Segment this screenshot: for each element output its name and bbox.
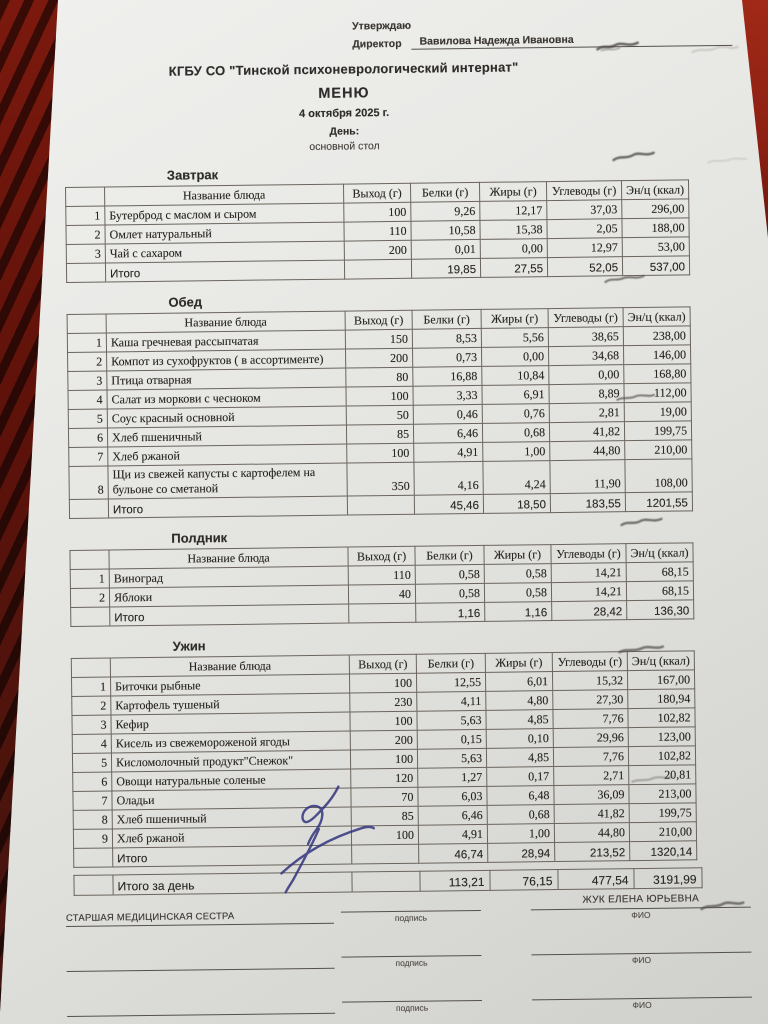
dish-name: Бутерброд с маслом и сыром xyxy=(105,203,344,225)
dish-name: Виноград xyxy=(109,566,348,588)
dish-name: Биточки рыбные xyxy=(111,674,350,696)
dish-value: 110 xyxy=(348,565,415,585)
dish-value: 68,15 xyxy=(626,562,693,582)
total-cell: 28,42 xyxy=(552,601,627,621)
fio-caption: ФИО xyxy=(631,954,652,966)
dish-value: 44,80 xyxy=(554,823,629,843)
dish-name: Хлеб ржаной xyxy=(112,826,351,848)
column-header: Название блюда xyxy=(110,655,349,677)
dish-value: 1 xyxy=(66,206,105,225)
signature-line xyxy=(67,967,335,972)
dish-value: 9 xyxy=(73,829,112,848)
column-header xyxy=(71,658,110,677)
footer-right-column xyxy=(532,985,752,1012)
fio-caption: ФИО xyxy=(632,999,652,1011)
dish-value: 16,88 xyxy=(413,366,482,386)
dish-name: Кефир xyxy=(111,712,350,734)
column-header: Выход (г) xyxy=(344,183,411,203)
dish-value: 120 xyxy=(351,768,418,788)
column-header: Эн/ц (ккал) xyxy=(626,543,693,563)
dish-value: 4,80 xyxy=(486,691,553,711)
total-cell xyxy=(71,607,110,626)
dish-value: 85 xyxy=(346,424,413,444)
dish-value: 11,90 xyxy=(550,460,625,494)
total-cell: Итого xyxy=(113,845,352,867)
column-header: Эн/ц (ккал) xyxy=(627,651,694,671)
day-total-cell: Итого за день xyxy=(113,872,352,895)
dish-value: 0,00 xyxy=(482,347,549,367)
dish-value: 110 xyxy=(344,221,411,241)
dish-name: Салат из моркови с чесноком xyxy=(107,387,346,409)
dish-value: 0,58 xyxy=(415,583,484,603)
menu-section xyxy=(66,289,689,519)
signature-caption: подпись xyxy=(394,912,428,924)
total-cell xyxy=(347,495,414,515)
dish-value: 150 xyxy=(345,329,412,349)
dish-value: 146,00 xyxy=(623,345,690,365)
column-header: Жиры (г) xyxy=(481,309,548,329)
footer-middle-column xyxy=(342,988,482,1014)
column-header: Жиры (г) xyxy=(484,545,551,565)
organization-title: КГБУ СО "Тинской психоневрологический интернат" xyxy=(168,59,519,79)
menu-section xyxy=(65,162,686,283)
column-header: Белки (г) xyxy=(412,309,481,329)
column-header: Выход (г) xyxy=(348,546,415,566)
total-cell: 1,16 xyxy=(416,602,485,622)
dish-value: 10,84 xyxy=(482,366,549,386)
dish-value: 6 xyxy=(68,428,107,447)
dish-value: 1,27 xyxy=(418,767,487,787)
dish-value: 200 xyxy=(344,240,411,260)
menu-section xyxy=(69,525,690,627)
total-cell: 537,00 xyxy=(622,256,689,276)
total-cell: 1,16 xyxy=(485,602,552,622)
smudge-mark xyxy=(604,270,648,288)
dish-value: 199,75 xyxy=(624,421,691,441)
dish-value: 8,53 xyxy=(412,328,481,348)
dish-value: 2,05 xyxy=(547,219,622,239)
footer-right-column xyxy=(531,940,751,967)
dish-name: Хлеб ржаной xyxy=(108,444,347,466)
dish-value: 7 xyxy=(73,791,112,810)
dish-value: 0,00 xyxy=(480,239,547,259)
dish-value: 0,68 xyxy=(482,423,549,443)
dish-value: 100 xyxy=(350,749,417,769)
total-cell: 136,30 xyxy=(627,600,694,620)
dish-value: 19,00 xyxy=(624,402,691,422)
total-cell xyxy=(66,263,105,282)
dish-value: 6,01 xyxy=(485,672,552,692)
dish-value: 6,46 xyxy=(418,805,487,825)
dish-value: 0,73 xyxy=(413,347,482,367)
day-value: основной стол xyxy=(309,140,380,153)
dish-value: 8 xyxy=(73,810,112,829)
total-cell: 183,55 xyxy=(550,493,625,513)
dish-name: Хлеб пшеничный xyxy=(107,425,346,447)
dish-name: Кисель из свежемороженой ягоды xyxy=(111,731,350,753)
dish-value: 6,91 xyxy=(482,385,549,405)
total-cell xyxy=(69,499,108,518)
document-title: МЕНЮ xyxy=(318,85,370,102)
dish-value: 4,16 xyxy=(414,461,483,495)
dish-name: Птица отварная xyxy=(107,368,346,390)
dish-value: 5,63 xyxy=(417,710,486,730)
dish-value: 15,38 xyxy=(480,220,547,240)
dish-value: 7,76 xyxy=(553,709,628,729)
dish-value: 29,96 xyxy=(553,728,628,748)
dish-value: 40 xyxy=(348,584,415,604)
column-header: Название блюда xyxy=(105,184,344,206)
dish-value: 200 xyxy=(346,348,413,368)
dish-value: 296,00 xyxy=(622,199,689,219)
smudge-mark xyxy=(612,146,660,166)
dish-value: 100 xyxy=(347,443,414,463)
footer-middle-column xyxy=(341,898,481,924)
day-total-row xyxy=(74,868,702,896)
dish-value: 3 xyxy=(68,371,107,390)
dish-value: 1,00 xyxy=(483,442,550,462)
dish-value: 44,80 xyxy=(550,441,625,461)
dish-name: Каша гречневая рассыпчатая xyxy=(106,330,345,352)
dish-value: 0,58 xyxy=(415,564,484,584)
position-title: СТАРШАЯ МЕДИЦИНСКАЯ СЕСТРА xyxy=(65,910,235,925)
total-cell: 1320,14 xyxy=(630,841,697,861)
dish-name: Кисломолочный продукт"Снежок" xyxy=(111,750,350,772)
director-label: Директор xyxy=(352,37,402,51)
dish-value: 4 xyxy=(72,734,111,753)
dish-value: 70 xyxy=(351,787,418,807)
total-cell: 213,52 xyxy=(555,842,630,862)
column-header: Эн/ц (ккал) xyxy=(623,307,690,327)
menu-table xyxy=(65,179,690,283)
dish-value: 80 xyxy=(346,367,413,387)
dish-value: 8,89 xyxy=(549,384,624,404)
dish-value: 8 xyxy=(69,466,108,499)
dish-value: 0,76 xyxy=(482,404,549,424)
dish-value: 9,26 xyxy=(411,201,480,221)
table-surface-top-right xyxy=(742,0,768,238)
director-name: Вавилова Надежда Ивановна xyxy=(411,32,732,50)
section-title: Полдник xyxy=(171,530,228,546)
footer-left-column xyxy=(67,1012,335,1017)
dish-value: 14,21 xyxy=(551,563,626,583)
dish-value: 4,85 xyxy=(486,748,553,768)
smudge-mark xyxy=(620,513,666,531)
dish-value: 37,03 xyxy=(547,200,622,220)
dish-value: 238,00 xyxy=(623,326,690,346)
dish-value: 100 xyxy=(344,202,411,222)
dish-value: 41,82 xyxy=(549,422,624,442)
dish-value: 4,24 xyxy=(483,461,550,495)
dish-value: 0,10 xyxy=(486,729,553,749)
section-title: Завтрак xyxy=(166,167,219,183)
dish-value: 168,80 xyxy=(624,364,691,384)
total-cell: 52,05 xyxy=(547,257,622,277)
dish-value: 112,00 xyxy=(624,383,691,403)
dish-value: 41,82 xyxy=(554,804,629,824)
dish-value: 100 xyxy=(349,673,416,693)
dish-name: Яблоки xyxy=(109,585,348,607)
dish-value: 100 xyxy=(346,386,413,406)
dish-value: 10,58 xyxy=(411,220,480,240)
dish-value: 0,01 xyxy=(411,239,480,259)
signature-line xyxy=(67,1012,335,1017)
dish-value: 0,17 xyxy=(487,767,554,787)
day-total-cell: 3191,99 xyxy=(634,868,702,889)
dish-value: 3 xyxy=(72,715,111,734)
dish-value: 100 xyxy=(350,711,417,731)
dish-value: 1 xyxy=(72,677,111,696)
day-total-cell: 477,54 xyxy=(558,869,634,890)
footer-middle-column xyxy=(341,943,481,969)
dish-value: 5,63 xyxy=(417,748,486,768)
column-header: Углеводы (г) xyxy=(552,652,627,672)
dish-value: 102,82 xyxy=(628,708,695,728)
dish-value: 230 xyxy=(350,692,417,712)
column-header: Углеводы (г) xyxy=(548,308,623,328)
signature-caption: подпись xyxy=(395,1002,429,1014)
dish-value: 12,17 xyxy=(480,201,547,221)
dish-value: 3 xyxy=(66,244,105,263)
dish-value: 4 xyxy=(68,390,107,409)
dish-value: 102,82 xyxy=(628,746,695,766)
dish-value: 0,46 xyxy=(413,404,482,424)
dish-value: 4,85 xyxy=(486,710,553,730)
menu-sections xyxy=(65,162,693,868)
signature-caption: подпись xyxy=(395,957,428,969)
dish-value: 3,33 xyxy=(413,385,482,405)
day-label: День: xyxy=(329,125,360,138)
dish-value: 210,00 xyxy=(629,822,696,842)
dish-value: 199,75 xyxy=(629,803,696,823)
dish-value: 0,15 xyxy=(417,729,486,749)
signature-row xyxy=(67,985,757,1017)
signature-footer xyxy=(66,893,757,1017)
dish-value: 68,15 xyxy=(626,581,693,601)
smudge-mark xyxy=(690,40,742,58)
dish-value: 15,32 xyxy=(552,671,627,691)
dish-value: 34,68 xyxy=(549,346,624,366)
dish-value: 0,68 xyxy=(487,805,554,825)
fio-name: ЖУК ЕЛЕНА ЮРЬЕВНА xyxy=(582,893,700,906)
total-cell: 46,74 xyxy=(419,843,488,863)
dish-value: 53,00 xyxy=(622,237,689,257)
total-cell: Итого xyxy=(108,496,347,518)
menu-table xyxy=(69,542,694,627)
dish-name: Овощи натуральные соленые xyxy=(112,769,351,791)
dish-name: Щи из свежей капусты с картофелем на бульоне со сметаной xyxy=(108,463,347,499)
dish-name: Соус красный основной xyxy=(107,406,346,428)
dish-value: 108,00 xyxy=(625,459,692,493)
dish-value: 0,58 xyxy=(484,564,551,584)
dish-name: Оладьи xyxy=(112,788,351,810)
dish-value: 5 xyxy=(72,753,111,772)
column-header: Выход (г) xyxy=(349,654,416,674)
dish-name: Чай с сахаром xyxy=(105,241,344,263)
column-header: Жиры (г) xyxy=(479,182,546,202)
column-header: Белки (г) xyxy=(415,545,484,565)
total-cell: 1201,55 xyxy=(625,492,692,512)
total-cell: 18,50 xyxy=(483,494,550,514)
dish-value: 4,11 xyxy=(417,691,486,711)
column-header: Углеводы (г) xyxy=(551,544,626,564)
column-header: Жиры (г) xyxy=(485,653,552,673)
dish-name: Компот из сухофруктов ( в ассортименте) xyxy=(107,349,346,371)
menu-table xyxy=(67,306,693,519)
dish-value: 123,00 xyxy=(628,727,695,747)
dish-value: 6,48 xyxy=(487,786,554,806)
dish-value: 5,56 xyxy=(481,328,548,348)
column-header: Название блюда xyxy=(106,311,345,333)
dish-value: 2 xyxy=(72,696,111,715)
dish-value: 6 xyxy=(73,772,112,791)
dish-value: 36,09 xyxy=(554,785,629,805)
total-cell: 19,85 xyxy=(411,258,480,278)
column-header xyxy=(67,314,106,333)
total-cell: Итого xyxy=(105,260,344,282)
dish-value: 38,65 xyxy=(548,327,623,347)
day-total-cell: 76,15 xyxy=(490,870,558,891)
dish-value: 12,55 xyxy=(416,672,485,692)
dish-value: 350 xyxy=(347,462,414,496)
total-cell xyxy=(74,848,113,867)
dish-value: 0,58 xyxy=(484,583,551,603)
total-cell xyxy=(344,259,411,279)
handwritten-signature xyxy=(274,780,375,901)
dish-value: 6,03 xyxy=(418,786,487,806)
dish-value: 0,00 xyxy=(549,365,624,385)
total-cell: 27,55 xyxy=(480,258,547,278)
dish-value: 6,46 xyxy=(413,423,482,443)
dish-value: 4,91 xyxy=(418,824,487,844)
dish-value: 1 xyxy=(70,569,109,588)
dish-value: 27,30 xyxy=(553,690,628,710)
dish-value: 2,71 xyxy=(554,766,629,786)
dish-value: 180,94 xyxy=(628,689,695,709)
section-title: Ужин xyxy=(172,638,206,654)
dish-value: 188,00 xyxy=(622,218,689,238)
dish-name: Картофель тушеный xyxy=(111,693,350,715)
dish-value: 2 xyxy=(66,225,105,244)
dish-value: 20,81 xyxy=(629,765,696,785)
dish-value: 100 xyxy=(351,825,418,845)
smudge-mark xyxy=(618,640,666,658)
column-header: Выход (г) xyxy=(345,310,412,330)
footer-left-column xyxy=(67,967,335,972)
dish-value: 5 xyxy=(68,409,107,428)
column-header xyxy=(70,550,109,569)
smudge-mark xyxy=(630,770,676,788)
column-header: Эн/ц (ккал) xyxy=(621,180,688,200)
total-cell: Итого xyxy=(110,604,349,626)
section-title: Обед xyxy=(168,294,203,310)
smudge-mark xyxy=(706,152,750,168)
dish-value: 14,21 xyxy=(551,582,626,602)
signature-row xyxy=(66,893,756,927)
column-header: Название блюда xyxy=(109,547,348,569)
approval-block xyxy=(352,16,732,51)
signature-row xyxy=(66,940,756,972)
column-header: Углеводы (г) xyxy=(546,181,621,201)
dish-value: 85 xyxy=(351,806,418,826)
fio-caption: ФИО xyxy=(631,909,651,921)
dish-value: 210,00 xyxy=(625,440,692,460)
day-total-cell xyxy=(74,875,113,895)
dish-value: 2 xyxy=(68,352,107,371)
total-cell xyxy=(349,603,416,623)
dish-value: 50 xyxy=(346,405,413,425)
dish-name: Хлеб пшеничный xyxy=(112,807,351,829)
dish-name: Омлет натуральный xyxy=(105,222,344,244)
menu-table xyxy=(71,650,698,868)
footer-left-column xyxy=(66,910,334,927)
dish-value: 1,00 xyxy=(487,824,554,844)
day-total-table xyxy=(73,867,702,896)
column-header: Белки (г) xyxy=(416,653,485,673)
total-cell: 45,46 xyxy=(414,494,483,514)
dish-value: 167,00 xyxy=(627,670,694,690)
column-header: Белки (г) xyxy=(410,182,479,202)
dish-value: 7,76 xyxy=(553,747,628,767)
dish-value: 1 xyxy=(67,333,106,352)
total-cell: 28,94 xyxy=(488,843,555,863)
dish-value: 200 xyxy=(350,730,417,750)
dish-value: 213,00 xyxy=(629,784,696,804)
smudge-mark xyxy=(596,36,644,56)
dish-value: 12,97 xyxy=(547,238,622,258)
dish-value: 2,81 xyxy=(549,403,624,423)
smudge-mark xyxy=(616,388,658,406)
approve-label: Утверждаю xyxy=(352,19,412,33)
menu-date: 4 октября 2025 г. xyxy=(299,107,390,121)
dish-value: 7 xyxy=(69,447,108,466)
smudge-mark xyxy=(700,895,748,915)
dish-value: 4,91 xyxy=(414,442,483,462)
column-header xyxy=(66,187,105,206)
dish-value: 2 xyxy=(70,588,109,607)
day-total-cell: 113,21 xyxy=(420,870,490,891)
